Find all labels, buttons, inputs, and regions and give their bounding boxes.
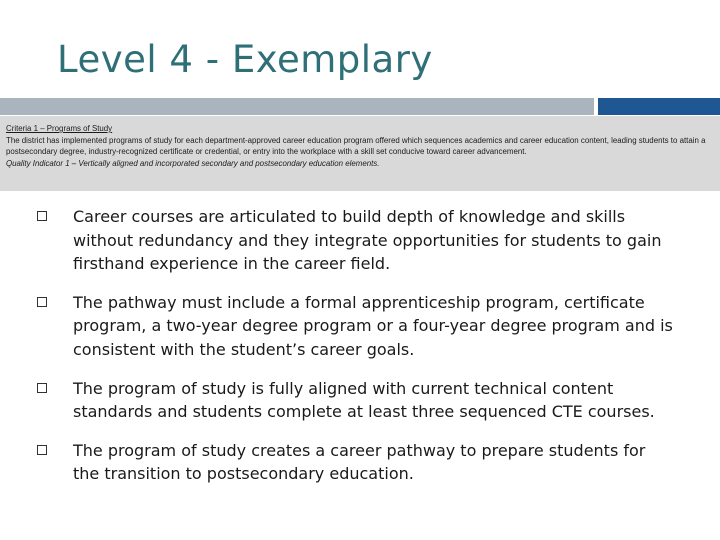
criteria-box: [0, 116, 720, 191]
criteria-body: The district has implemented programs of study for each department-approved career education program offered which sequences academics and career education content, leading students to attain a postsecondary degree, industry-recognized certificate or credential, or entry into the workplace with a skill set conducive toward career advancement.: [6, 135, 706, 157]
bullet-item: [0, 439, 720, 486]
criteria-heading: Criteria 1 – Programs of Study: [6, 124, 113, 133]
bullet-list: [0, 205, 720, 501]
slide-title: Level 4 - Exemplary: [57, 38, 433, 81]
bullet-item: [0, 291, 720, 362]
square-bullet-icon: [37, 445, 47, 455]
square-bullet-icon: [37, 297, 47, 307]
bullet-text: The pathway must include a formal apprenticeship program, certificate program, a two-year degree program or a four-year degree program and is consistent with the student’s career goals.: [73, 292, 673, 359]
square-bullet-icon: [37, 211, 47, 221]
bullet-text: Career courses are articulated to build depth of knowledge and skills without redundancy and they integrate opportunities for students to gain firsthand experience in the career field.: [73, 207, 662, 274]
quality-indicator: Quality Indicator 1 – Vertically aligned and incorporated secondary and postsecondary education elements.: [6, 158, 380, 168]
square-bullet-icon: [37, 383, 47, 393]
header-divider-gray: [0, 98, 594, 115]
bullet-item: [0, 205, 720, 276]
bullet-item: [0, 377, 720, 424]
bullet-text: The program of study creates a career pathway to prepare students for the transition to postsecondary education.: [73, 440, 646, 484]
header-divider-blue: [598, 98, 720, 115]
bullet-text: The program of study is fully aligned with current technical content standards and students complete at least three sequenced CTE courses.: [73, 378, 655, 422]
